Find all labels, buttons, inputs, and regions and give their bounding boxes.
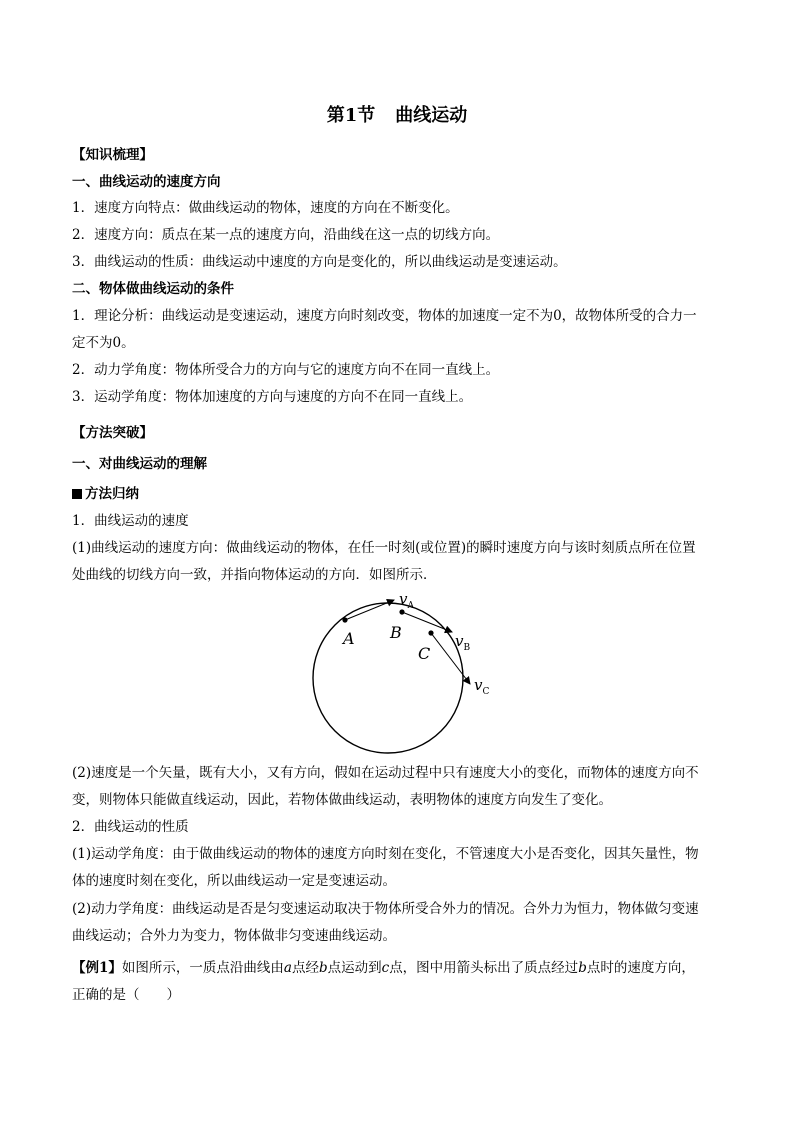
- method-item-1-title: 1．曲线运动的速度: [72, 513, 189, 529]
- part1-item-2: 2．速度方向：质点在某一点的速度方向，沿曲线在这一点的切线方向。: [72, 227, 500, 243]
- part1-item-1: 1．速度方向特点：做曲线运动的物体，速度的方向在不断变化。: [72, 200, 459, 216]
- part2-item-2: 2．动力学角度：物体所受合力的方向与它的速度方向不在同一直线上。: [72, 362, 500, 378]
- point-b: [399, 609, 404, 614]
- label-vb: $v_B$: [455, 632, 471, 653]
- paragraph-3-line2: 体的速度时刻在变化，所以曲线运动一定是变速运动。: [72, 873, 396, 889]
- label-vc: $v_C$: [474, 676, 490, 697]
- example-1-line1: 【例1】如图所示，一质点沿曲线由a点经b点运动到c点，图中用箭头标出了质点经过b点时的速度方向，: [72, 960, 695, 976]
- method-sub-heading: 一、对曲线运动的理解: [72, 456, 207, 472]
- label-c: C: [418, 644, 431, 663]
- part1-item-3: 3．曲线运动的性质：曲线运动中速度的方向是变化的，所以曲线运动是变速运动。: [72, 254, 567, 270]
- part2-item-3: 3．运动学角度：物体加速度的方向与速度的方向不在同一直线上。: [72, 389, 473, 405]
- paragraph-2-line2: 变，则物体只能做直线运动，因此，若物体做曲线运动，表明物体的速度方向发生了变化。: [72, 792, 612, 808]
- trajectory-circle: [313, 603, 463, 753]
- paragraph-1-line1: (1)曲线运动的速度方向：做曲线运动的物体，在任一时刻(或位置)的瞬时速度方向与该时刻质点所在位置: [72, 540, 696, 556]
- method-summary-label: 方法归纳: [72, 485, 139, 503]
- point-c: [428, 630, 433, 635]
- example-label: 【例1】: [72, 960, 122, 976]
- part2-heading: 二、物体做曲线运动的条件: [72, 281, 234, 297]
- velocity-arrow-a: [345, 600, 394, 620]
- part2-item-1-line1: 1．理论分析：曲线运动是变速运动，速度方向时刻改变，物体的加速度一定不为0，故物体所受的合力一: [72, 308, 697, 324]
- paragraph-2-line1: (2)速度是一个矢量，既有大小，又有方向，假如在运动过程中只有速度大小的变化，而物体的速度方向不: [72, 765, 699, 781]
- paragraph-4-line2: 曲线运动；合外力为变力，物体做非匀变速曲线运动。: [72, 928, 396, 944]
- method-heading: 【方法突破】: [72, 425, 153, 441]
- paragraph-3-line1: (1)运动学角度：由于做曲线运动的物体的速度方向时刻在变化，不管速度大小是否变化，因其矢量性，物: [72, 846, 699, 862]
- velocity-arrow-c: [431, 633, 470, 684]
- label-a: A: [343, 629, 355, 648]
- label-va: $v_A$: [399, 590, 414, 611]
- section-number: 第1节: [326, 105, 376, 126]
- circular-motion-figure: [300, 584, 500, 754]
- section-title: [0, 104, 794, 128]
- knowledge-heading: 【知识梳理】: [72, 147, 153, 163]
- part1-heading: 一、曲线运动的速度方向: [72, 174, 221, 190]
- paragraph-1-line2: 处曲线的切线方向一致，并指向物体运动的方向．如图所示．: [72, 567, 437, 583]
- paragraph-4-line1: (2)动力学角度：曲线运动是否是匀变速运动取决于物体所受合外力的情况。合外力为恒力，物体做匀变速: [72, 901, 699, 917]
- velocity-arrow-b: [402, 612, 452, 632]
- point-a: [342, 617, 347, 622]
- method-item-2-title: 2．曲线运动的性质: [72, 819, 189, 835]
- label-b: B: [390, 623, 402, 642]
- part2-item-1-line2: 定不为0。: [72, 335, 135, 351]
- example-1-line2: 正确的是（ ）: [72, 987, 180, 1003]
- section-name: 曲线运动: [395, 105, 468, 126]
- square-bullet-icon: [72, 489, 82, 499]
